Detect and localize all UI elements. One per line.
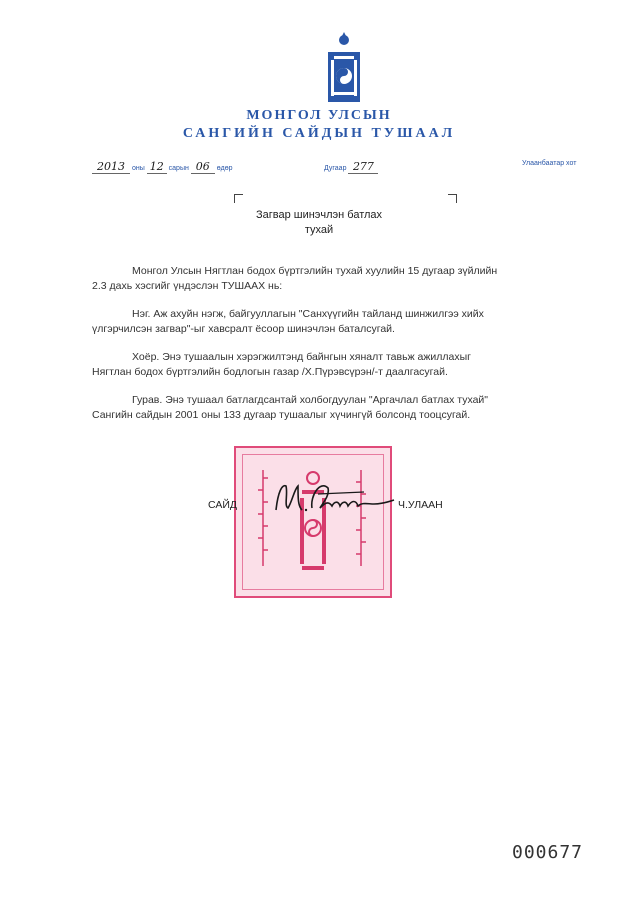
paragraph-1 <box>92 264 547 294</box>
official-stamp <box>234 446 392 598</box>
header-line-2: САНГИЙН САЙДЫН ТУШААЛ <box>182 126 456 141</box>
paragraph-3-line-2: Нягтлан бодох бүртгэлийн бодлогын газар /Х.Пүрэвсүрэн/-т даалгасугай. <box>92 366 448 378</box>
paragraph-4 <box>92 393 547 423</box>
paragraph-2 <box>92 307 547 337</box>
subject-line-2: тухай <box>304 224 334 236</box>
paragraph-1-line-1: Монгол Улсын Нягтлан бодох бүртгэлийн тухай хуулийн 15 дугаар зүйлийн <box>132 265 498 277</box>
subject-bracket-left <box>234 194 243 203</box>
handwritten-signature <box>268 474 398 522</box>
date-day-suffix: өдөр <box>216 165 233 172</box>
order-number: 277 <box>348 160 378 174</box>
paragraph-4-line-1: Гурав. Энэ тушаал батлагдсантай холбогдуулан "Аргачлал батлах тухай" <box>132 394 489 406</box>
date-year: 2013 <box>92 160 130 174</box>
soyombo-emblem-icon <box>326 30 362 104</box>
paragraph-3-line-1: Хоёр. Энэ тушаалын хэрэгжилтэнд байнгын хяналт тавьж ажиллахыг <box>132 351 471 363</box>
date-month-suffix: сарын <box>168 165 189 172</box>
city: Улаанбаатар хот <box>522 160 577 167</box>
header-line-1: МОНГОЛ УЛСЫН <box>246 108 392 123</box>
number-line <box>324 160 378 174</box>
paragraph-2-line-2: үлгэрчилсэн загвар"-ыг хавсралт ёсоор шинэчлэн баталсугай. <box>92 323 395 335</box>
date-line <box>92 160 233 174</box>
date-year-suffix: оны <box>131 165 145 172</box>
document-number: 000677 <box>512 842 584 863</box>
subject-bracket-right <box>448 194 457 203</box>
signatory-name: Ч.УЛААН <box>398 499 443 511</box>
number-label: Дугаар <box>324 165 347 172</box>
date-day: 06 <box>191 160 215 174</box>
paragraph-3 <box>92 350 547 380</box>
paragraph-2-line-1: Нэг. Аж ахуйн нэгж, байгууллагын "Санхүүгийн тайланд шинжилгээ хийх <box>132 308 484 320</box>
subject-line-1: Загвар шинэчлэн батлах <box>255 209 383 221</box>
paragraph-4-line-2: Сангийн сайдын 2001 оны 133 дугаар тушаалыг хүчингүй болсонд тооцсугай. <box>92 409 471 421</box>
date-month: 12 <box>147 160 167 174</box>
signature-title: САЙД <box>208 499 238 511</box>
paragraph-1-line-2: 2.3 дахь хэсгийг үндэслэн ТУШААХ нь: <box>92 280 283 292</box>
